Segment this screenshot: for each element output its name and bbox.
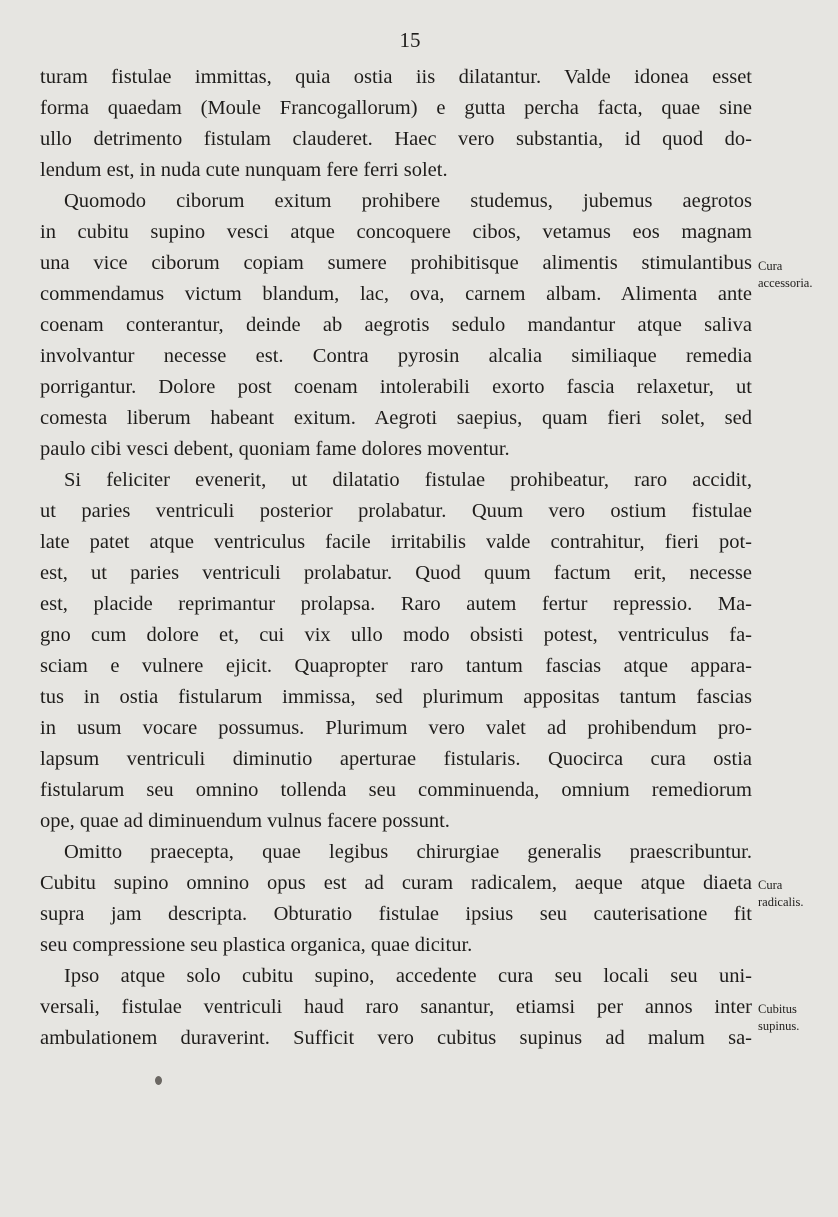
text-line: turam fistulae immittas, quia ostia iis dilatantur. Valde idonea esset bbox=[40, 66, 752, 88]
text-line: late patet atque ventriculus facile irritabilis valde contrahitur, fieri pot- bbox=[40, 531, 752, 553]
text-line: ut paries ventriculi posterior prolabatur. Quum vero ostium fistulae bbox=[40, 500, 752, 522]
text-line: est, placide reprimantur prolapsa. Raro autem fertur repressio. Ma- bbox=[40, 593, 752, 615]
text-line: fistularum seu omnino tollenda seu comminuenda, omnium remediorum bbox=[40, 779, 752, 801]
text-line: ullo detrimento fistulam clauderet. Haec vero substantia, id quod do- bbox=[40, 128, 752, 150]
margin-note-cubitus-supinus bbox=[758, 1001, 838, 1035]
text-line: ambulationem duraverint. Sufficit vero cubitus supinus ad malum sa- bbox=[40, 1027, 752, 1049]
ink-speck bbox=[155, 1076, 162, 1085]
text-line: paulo cibi vesci debent, quoniam fame dolores moventur. bbox=[40, 438, 510, 460]
page-number: 15 bbox=[399, 28, 421, 52]
text-line: comesta liberum habeant exitum. Aegroti saepius, quam fieri solet, sed bbox=[40, 407, 752, 429]
margin-note-line: supinus. bbox=[758, 1019, 800, 1033]
text-line: ope, quae ad diminuendum vulnus facere possunt. bbox=[40, 810, 450, 832]
text-line: versali, fistulae ventriculi haud raro sanantur, etiamsi per annos inter bbox=[40, 996, 752, 1018]
margin-note-line: radicalis. bbox=[758, 895, 804, 909]
margin-note-cura-accessoria bbox=[758, 258, 838, 292]
text-line: involvantur necesse est. Contra pyrosin alcalia similiaque remedia bbox=[40, 345, 752, 367]
text-line: est, ut paries ventriculi prolabatur. Quod quum factum erit, necesse bbox=[40, 562, 752, 584]
text-line: una vice ciborum copiam sumere prohibitisque alimentis stimulantibus bbox=[40, 252, 752, 274]
text-line: in cubitu supino vesci atque concoquere cibos, vetamus eos magnam bbox=[40, 221, 752, 243]
text-line: seu compressione seu plastica organica, quae dicitur. bbox=[40, 934, 473, 956]
text-line: lapsum ventriculi diminutio aperturae fistularis. Quocirca cura ostia bbox=[40, 748, 752, 770]
margin-note-line: accessoria. bbox=[758, 276, 813, 290]
text-line: Ipso atque solo cubitu supino, accedente cura seu locali seu uni- bbox=[64, 965, 752, 987]
paragraph bbox=[40, 186, 752, 465]
margin-note-line: Cura bbox=[758, 878, 783, 892]
text-line: in usum vocare possumus. Plurimum vero valet ad prohibendum pro- bbox=[40, 717, 752, 739]
paragraph bbox=[40, 465, 752, 837]
text-line: sciam e vulnere ejicit. Quapropter raro tantum fascias atque appara- bbox=[40, 655, 752, 677]
text-line: coenam conterantur, deinde ab aegrotis sedulo mandantur atque saliva bbox=[40, 314, 752, 336]
margin-note-line: Cubitus bbox=[758, 1002, 797, 1016]
text-line: lendum est, in nuda cute nunquam fere ferri solet. bbox=[40, 159, 448, 181]
paragraph bbox=[40, 62, 752, 186]
text-line: tus in ostia fistularum immissa, sed plurimum appositas tantum fascias bbox=[40, 686, 752, 708]
text-line: porrigantur. Dolore post coenam intolerabili exorto fascia relaxetur, ut bbox=[40, 376, 752, 398]
body-text bbox=[40, 62, 752, 1054]
text-line: Omitto praecepta, quae legibus chirurgiae generalis praescribuntur. bbox=[64, 841, 752, 863]
paragraph bbox=[40, 961, 752, 1054]
text-line: supra jam descripta. Obturatio fistulae ipsius seu cauterisatione fit bbox=[40, 903, 752, 925]
text-line: gno cum dolore et, cui vix ullo modo obsisti potest, ventriculus fa- bbox=[40, 624, 752, 646]
text-line: Quomodo ciborum exitum prohibere studemus, jubemus aegrotos bbox=[64, 190, 752, 212]
margin-note-line: Cura bbox=[758, 259, 783, 273]
text-line: commendamus victum blandum, lac, ova, carnem albam. Alimenta ante bbox=[40, 283, 752, 305]
margin-note-cura-radicalis bbox=[758, 877, 838, 911]
text-line: Si feliciter evenerit, ut dilatatio fistulae prohibeatur, raro accidit, bbox=[64, 469, 752, 491]
text-line: Cubitu supino omnino opus est ad curam radicalem, aeque atque diaeta bbox=[40, 872, 752, 894]
paragraph bbox=[40, 837, 752, 961]
text-line: forma quaedam (Moule Francogallorum) e gutta percha facta, quae sine bbox=[40, 97, 752, 119]
